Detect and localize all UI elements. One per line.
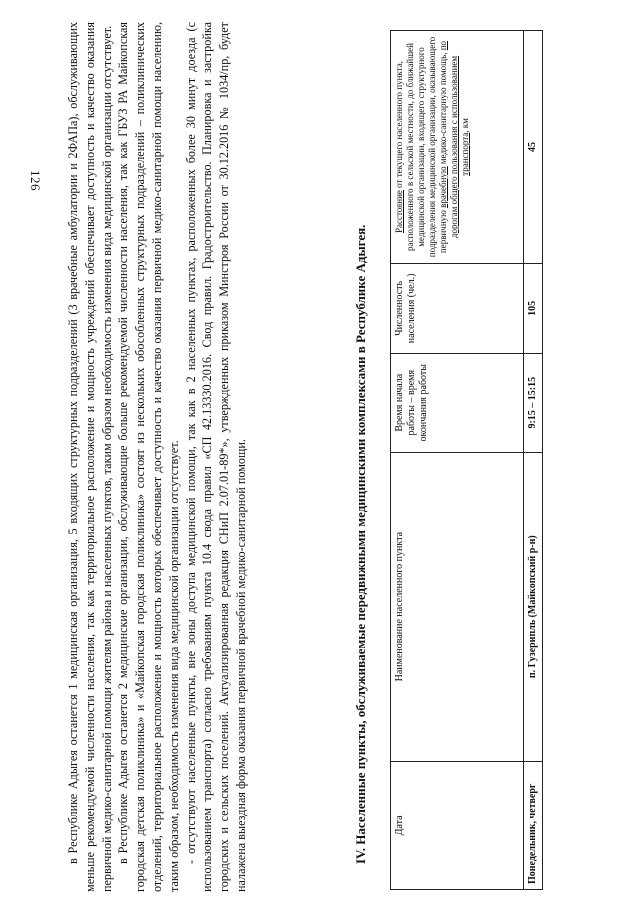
header-distance-part-4: медико-санитарную помощь, bbox=[438, 50, 448, 167]
table-header-row bbox=[391, 31, 524, 890]
cell-name: п. Гузерипль (Майкопский р-н) bbox=[524, 452, 543, 761]
paragraph-1: в Республике Адыгея останется 1 медицинская организация, 5 входящих структурных подразделений (3 врачебные амбулатории и 2ФАПа), обслуживающих меньше рекомендуемой численности населения, так как территориальное расположение и мощность учреждений обеспечивает доступность и качество оказания первичной медико-санитарной помощи жителям района и населенных пунктов, таким образом необходимость изменения вида медицинской организации отсутствует. bbox=[66, 22, 114, 892]
header-distance-part-3: врачебную bbox=[438, 166, 448, 208]
paragraph-3: - отсутствуют населенные пункты, вне зоны доступа медицинской помощи, так как в 2 населенных пунктах, расположенных более 30 минут доезда (с использованием транспорта) согласно требованиям пункта 10.4 свода правил «СП 42.13330.2016. Свод правил. Градостроительство. Планировка и застройка городских и сельских поселений. Актуализированная редакция СНиП 2.07.01-89*», утвержденных приказом Минстроя России от 30.12.2016 № 1034/пр, будет налажена выездная форма оказания первичной врачебной медико-санитарной помощи. bbox=[183, 22, 248, 892]
cell-time: 9:15 – 15:15 bbox=[524, 353, 543, 452]
cell-population: 105 bbox=[524, 264, 543, 354]
header-distance-part-2: от текущего населенного пункта, расположенного в сельской местности, до ближайшей медицинской организации, входящего структурного подразделения медицинской организации, оказывающего первичную bbox=[394, 36, 448, 258]
section-heading: IV. Населенные пункты, обслуживаемые передвижными медицинскими комплексами в Республике Адыгея. bbox=[353, 224, 368, 864]
header-distance-part-5: по дорогам общего пользования с использованием транспорта bbox=[438, 40, 470, 239]
header-time: Время начала работы – время окончания работы bbox=[391, 353, 524, 452]
header-distance-part-6: , км bbox=[460, 118, 470, 133]
header-name: Наименование населенного пункта bbox=[391, 452, 524, 761]
cell-distance: 45 bbox=[524, 31, 543, 264]
page-number: 126 bbox=[28, 170, 43, 191]
cell-date: Понедельник, четверг bbox=[524, 761, 543, 889]
table-row bbox=[524, 31, 543, 890]
paragraph-2: в Республике Адыгея останется 2 медицинские организации, обслуживающие больше рекомендуемой численности населения, так как ГБУЗ РА Майкопская городская детская поликлиника» и «Майкопская городская поликлиника» состоят из нескольких обособленных структурных подразделений – поликлинических отделений, территориальное расположение и мощность которых обеспечивает доступность и качество оказания первичной медико-санитарной помощи населению, таким образом, необходимость изменения вида медицинской организации отсутствует. bbox=[116, 22, 181, 892]
mobile-complex-table bbox=[390, 30, 543, 890]
header-date: Дата bbox=[391, 761, 524, 889]
rotated-page-content bbox=[65, 22, 625, 892]
body-text bbox=[65, 22, 250, 892]
header-distance bbox=[391, 31, 524, 264]
header-distance-part-1: Расстояние bbox=[394, 190, 404, 233]
header-population: Численность населения (чел.) bbox=[391, 264, 524, 354]
